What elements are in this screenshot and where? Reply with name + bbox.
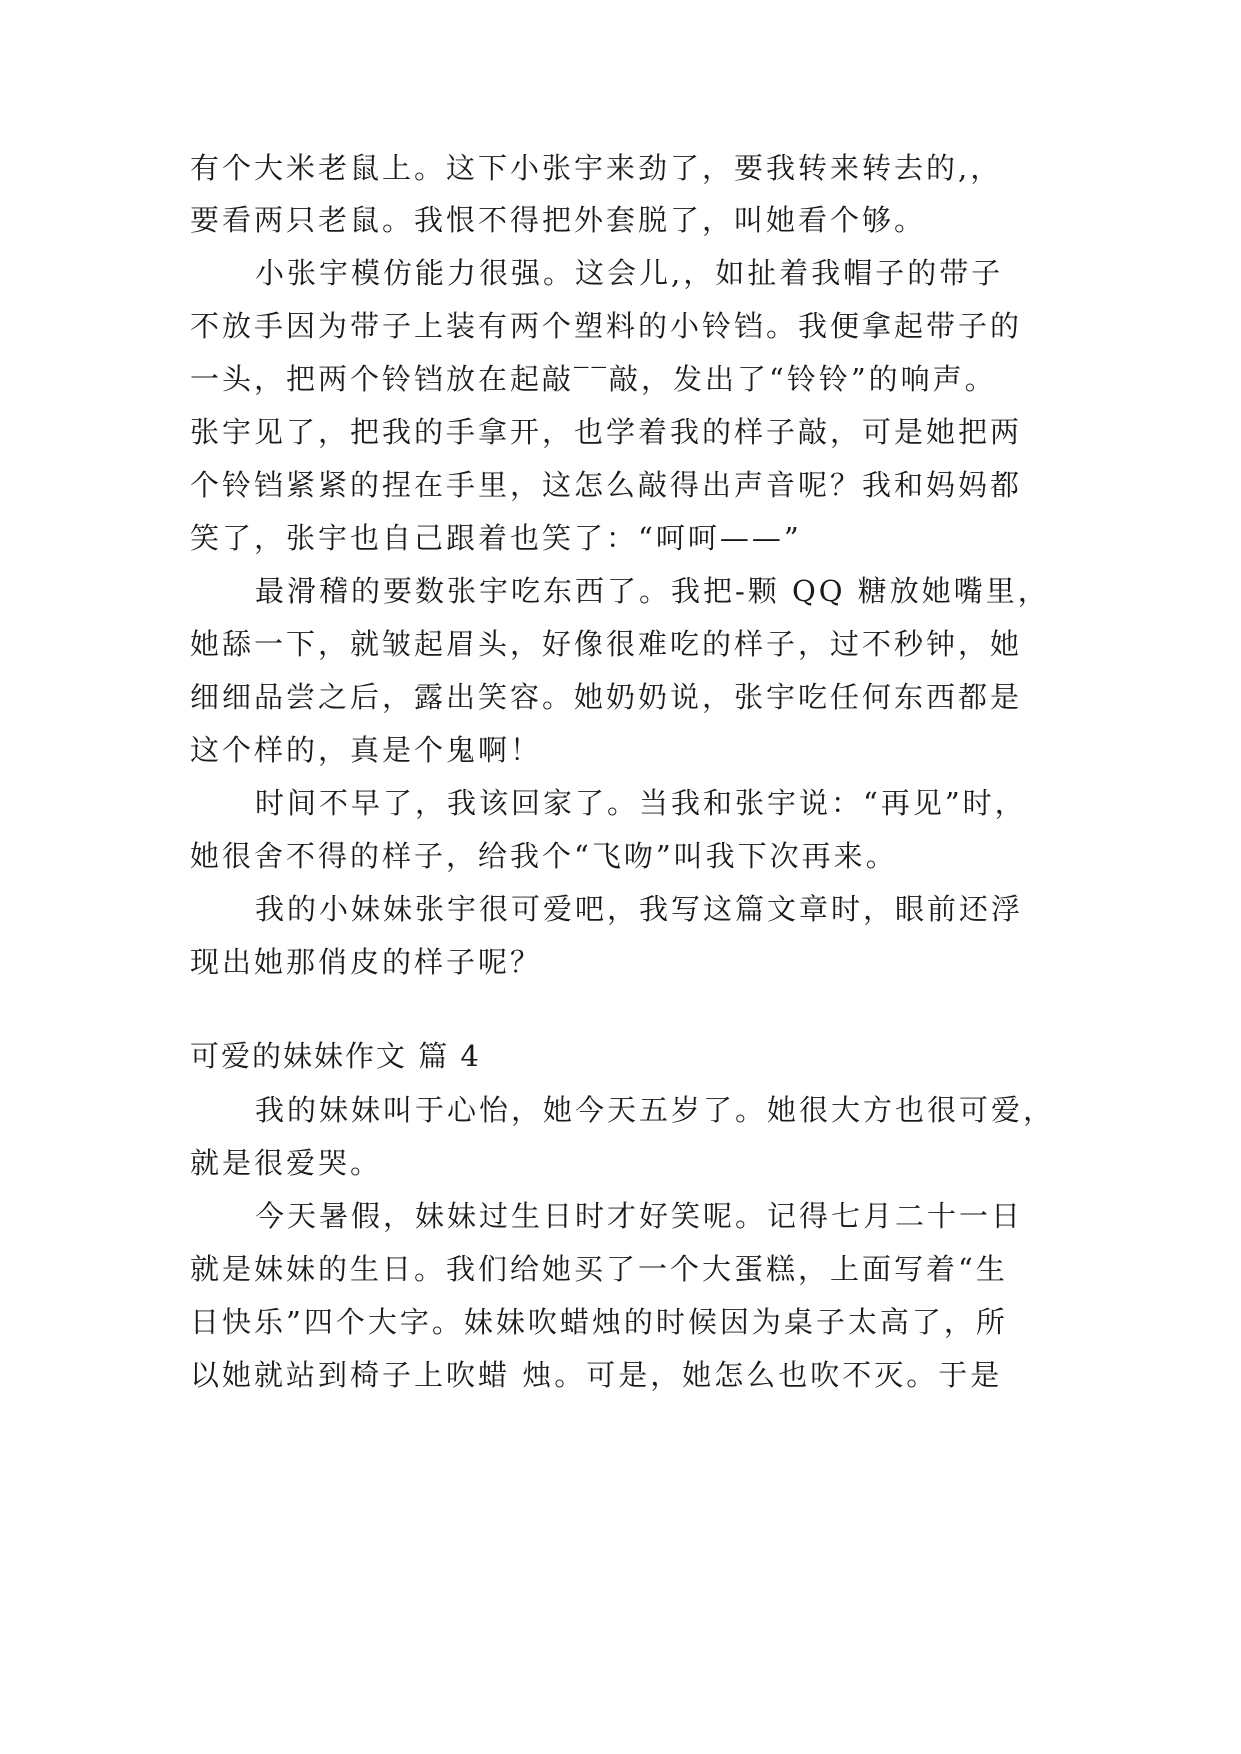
text-line: 就是很爱哭。	[190, 1146, 383, 1180]
text-line: 张宇见了，把我的手拿开，也学着我的样子敲，可是她把两	[190, 415, 1023, 449]
text-line: 以她就站到椅子上吹蜡 烛。可是，她怎么也吹不灭。于是	[190, 1358, 1003, 1392]
text-line: 日快乐”四个大字。妹妹吹蜡烛的时候因为桌子太高了，所	[190, 1305, 1008, 1339]
text-line: 不放手因为带子上装有两个塑料的小铃铛。我便拿起带子的	[190, 309, 1023, 343]
section-heading: 可爱的妹妹作文 篇 4	[190, 1039, 481, 1073]
paragraph-start-line: 时间不早了，我该回家了。当我和张宇说：“再见”时，	[255, 786, 1027, 820]
text-line: 笑了，张宇也自己跟着也笑了：“呵呵——”	[190, 521, 802, 555]
paragraph-start-line: 我的小妹妹张宇很可爱吧，我写这篇文章时，眼前还浮	[255, 892, 1024, 926]
text-line: 一头，把两个铃铛放在起敲‾‾敲，发出了“铃铃”的响声。	[190, 362, 997, 396]
paragraph-start-line: 小张宇模仿能力很强。这会儿,，如扯着我帽子的带子	[255, 256, 1004, 290]
text-line: 她舔一下，就皱起眉头，好像很难吃的样子，过不秒钟，她	[190, 627, 1023, 661]
text-line: 要看两只老鼠。我恨不得把外套脱了，叫她看个够。	[190, 203, 927, 237]
paragraph-start-line: 我的妹妹叫于心怡，她今天五岁了。她很大方也很可爱，	[255, 1093, 1056, 1127]
paragraph-start-line: 最滑稽的要数张宇吃东西了。我把-颗 QQ 糖放她嘴里，	[255, 574, 1050, 608]
paragraph-start-line: 今天暑假，妹妹过生日时才好笑呢。记得七月二十一日	[255, 1199, 1024, 1233]
text-line: 个铃铛紧紧的捏在手里，这怎么敲得出声音呢？我和妈妈都	[190, 468, 1023, 502]
text-line: 就是妹妹的生日。我们给她买了一个大蛋糕，上面写着“生	[190, 1252, 1008, 1286]
text-line: 有个大米老鼠上。这下小张宇来劲了，要我转来转去的,，	[190, 151, 1003, 185]
text-line: 细细品尝之后，露出笑容。她奶奶说，张宇吃任何东西都是	[190, 680, 1023, 714]
text-line: 这个样的，真是个鬼啊！	[190, 733, 543, 767]
text-line: 她很舍不得的样子，给我个“飞吻”叫我下次再来。	[190, 839, 898, 873]
text-line: 现出她那俏皮的样子呢？	[190, 945, 543, 979]
